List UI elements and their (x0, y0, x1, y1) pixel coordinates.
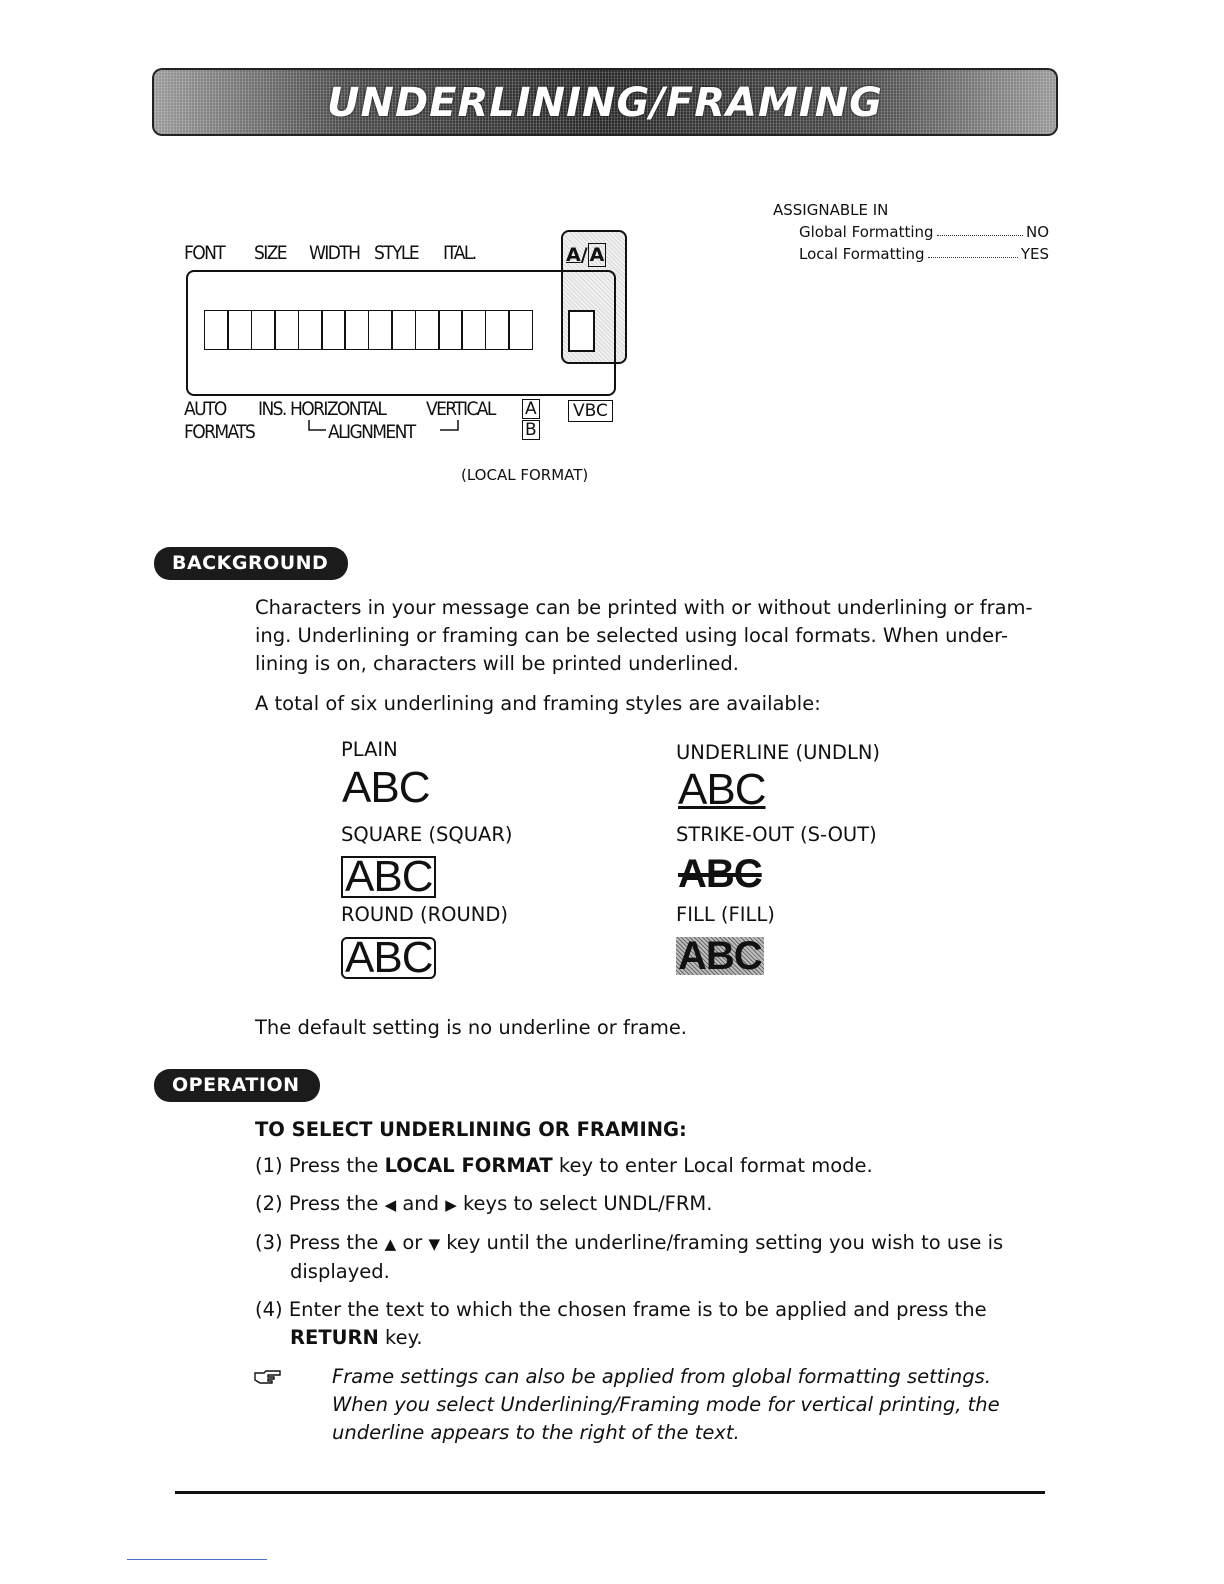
return-key-label: RETURN (290, 1326, 379, 1349)
step-2 (255, 1190, 1055, 1219)
note-line: underline appears to the right of the text. (332, 1421, 740, 1444)
vbc-indicator: VBC (568, 400, 613, 422)
paragraph-line: Characters in your message can be printed with or without underlining or fram- (255, 596, 1033, 619)
step-text: Press the (288, 1154, 379, 1177)
sample-fill: ABC (678, 934, 762, 978)
local-formatting-value: YES (1020, 245, 1049, 263)
lcd-label-auto: AUTO (184, 398, 226, 420)
leader-dots (928, 245, 1018, 258)
vertical-a: A (522, 399, 540, 419)
step-text: Press the (288, 1192, 379, 1215)
lcd-cell (274, 310, 299, 350)
sample-square: ABC (341, 856, 436, 898)
step-number: (3) (255, 1231, 283, 1254)
underline-frame-indicator (566, 244, 606, 266)
operation-section-pill: OPERATION (154, 1069, 320, 1102)
style-label-fill: FILL (FILL) (676, 903, 775, 926)
background-paragraph (255, 594, 1065, 678)
vertical-b: B (522, 420, 540, 440)
lcd-label-ital: ITAL. (443, 242, 476, 264)
sample-plain: ABC (342, 763, 430, 812)
assignable-global-row (799, 223, 1049, 241)
step-text: keys to select UNDL/FRM. (462, 1192, 713, 1215)
style-label-underline: UNDERLINE (UNDLN) (676, 741, 881, 764)
lcd-cell (298, 310, 323, 350)
step-number: (4) (255, 1298, 283, 1321)
lcd-label-ins: INS. (258, 398, 286, 420)
assignable-local-row (799, 245, 1049, 263)
step-text: or (402, 1231, 423, 1254)
lcd-label-horizontal: HORIZONTAL (290, 398, 386, 420)
lcd-label-style: STYLE (374, 242, 419, 264)
step-text: displayed. (290, 1260, 390, 1283)
default-note: The default setting is no underline or frame. (255, 1016, 688, 1039)
leader-dots (937, 223, 1023, 236)
step-text: key to enter Local format mode. (558, 1154, 873, 1177)
note-line: When you select Underlining/Framing mode for vertical printing, the (332, 1393, 1000, 1416)
paragraph-line: lining is on, characters will be printed underlined. (255, 652, 739, 675)
indicator-separator: / (580, 244, 588, 266)
global-formatting-label: Global Formatting (799, 223, 934, 241)
lcd-character-cells (204, 310, 532, 350)
step-text: Press the (288, 1231, 379, 1254)
lcd-label-width: WIDTH (309, 242, 360, 264)
step-text: Enter the text to which the chosen frame is to be applied and press the (288, 1298, 987, 1321)
lcd-cell (321, 310, 346, 350)
lcd-cell (438, 310, 463, 350)
paragraph-line: ing. Underlining or framing can be selected using local formats. When under- (255, 624, 1008, 647)
global-formatting-value: NO (1025, 223, 1049, 241)
step-text: and (402, 1192, 439, 1215)
title-banner (152, 68, 1058, 136)
step-number: (2) (255, 1192, 283, 1215)
lcd-label-formats: FORMATS (184, 421, 255, 443)
left-triangle-icon: ◀ (384, 1196, 397, 1214)
lcd-cell (415, 310, 440, 350)
style-label-strike: STRIKE-OUT (S-OUT) (676, 823, 877, 846)
diagram-caption: (LOCAL FORMAT) (461, 466, 589, 484)
sample-underline: ABC (678, 765, 766, 814)
step-3 (255, 1229, 1055, 1286)
vertical-ab-indicator (522, 399, 542, 440)
lcd-cell (461, 310, 486, 350)
local-formatting-label: Local Formatting (799, 245, 925, 263)
indicator-a-framed: A (589, 244, 605, 266)
step-number: (1) (255, 1154, 283, 1177)
sample-round: ABC (341, 937, 436, 979)
assignable-heading: ASSIGNABLE IN (773, 201, 889, 219)
lcd-label-font: FONT (184, 242, 225, 264)
note-line: Frame settings can also be applied from global formatting settings. (332, 1365, 991, 1388)
pointing-hand-icon (254, 1369, 282, 1385)
lcd-cell (251, 310, 276, 350)
styles-intro: A total of six underlining and framing styles are available: (255, 692, 821, 715)
operation-heading: TO SELECT UNDERLINING OR FRAMING: (255, 1118, 687, 1141)
lcd-cell (391, 310, 416, 350)
style-label-square: SQUARE (SQUAR) (341, 823, 513, 846)
link-underline-divider (127, 1559, 267, 1560)
step-text: key until the underline/framing setting you wish to use is (446, 1231, 1004, 1254)
up-triangle-icon: ▲ (384, 1235, 397, 1253)
lcd-label-vertical: VERTICAL (426, 398, 495, 420)
background-section-pill: BACKGROUND (154, 547, 348, 580)
indicator-a-plain: A (566, 244, 581, 266)
style-label-plain: PLAIN (341, 738, 398, 761)
lcd-cell (485, 310, 510, 350)
note-block (332, 1363, 1057, 1447)
local-format-key-label: LOCAL FORMAT (384, 1154, 553, 1177)
lcd-cell (227, 310, 252, 350)
style-label-round: ROUND (ROUND) (341, 903, 508, 926)
right-triangle-icon: ▶ (445, 1196, 457, 1214)
down-triangle-icon: ▼ (428, 1235, 441, 1253)
step-4 (255, 1296, 1055, 1352)
step-1 (255, 1152, 1055, 1180)
lcd-cell (204, 310, 229, 350)
lcd-highlight-cell (568, 310, 595, 352)
lcd-cell (368, 310, 393, 350)
step-text: key. (385, 1326, 423, 1349)
lcd-cell (344, 310, 369, 350)
lcd-label-size: SIZE (254, 242, 286, 264)
sample-strike: ABC (678, 852, 762, 896)
lcd-label-alignment: ALIGNMENT (328, 421, 415, 443)
lcd-cell (508, 310, 533, 350)
page-title: UNDERLINING/FRAMING (326, 80, 883, 126)
bottom-rule (175, 1491, 1045, 1494)
